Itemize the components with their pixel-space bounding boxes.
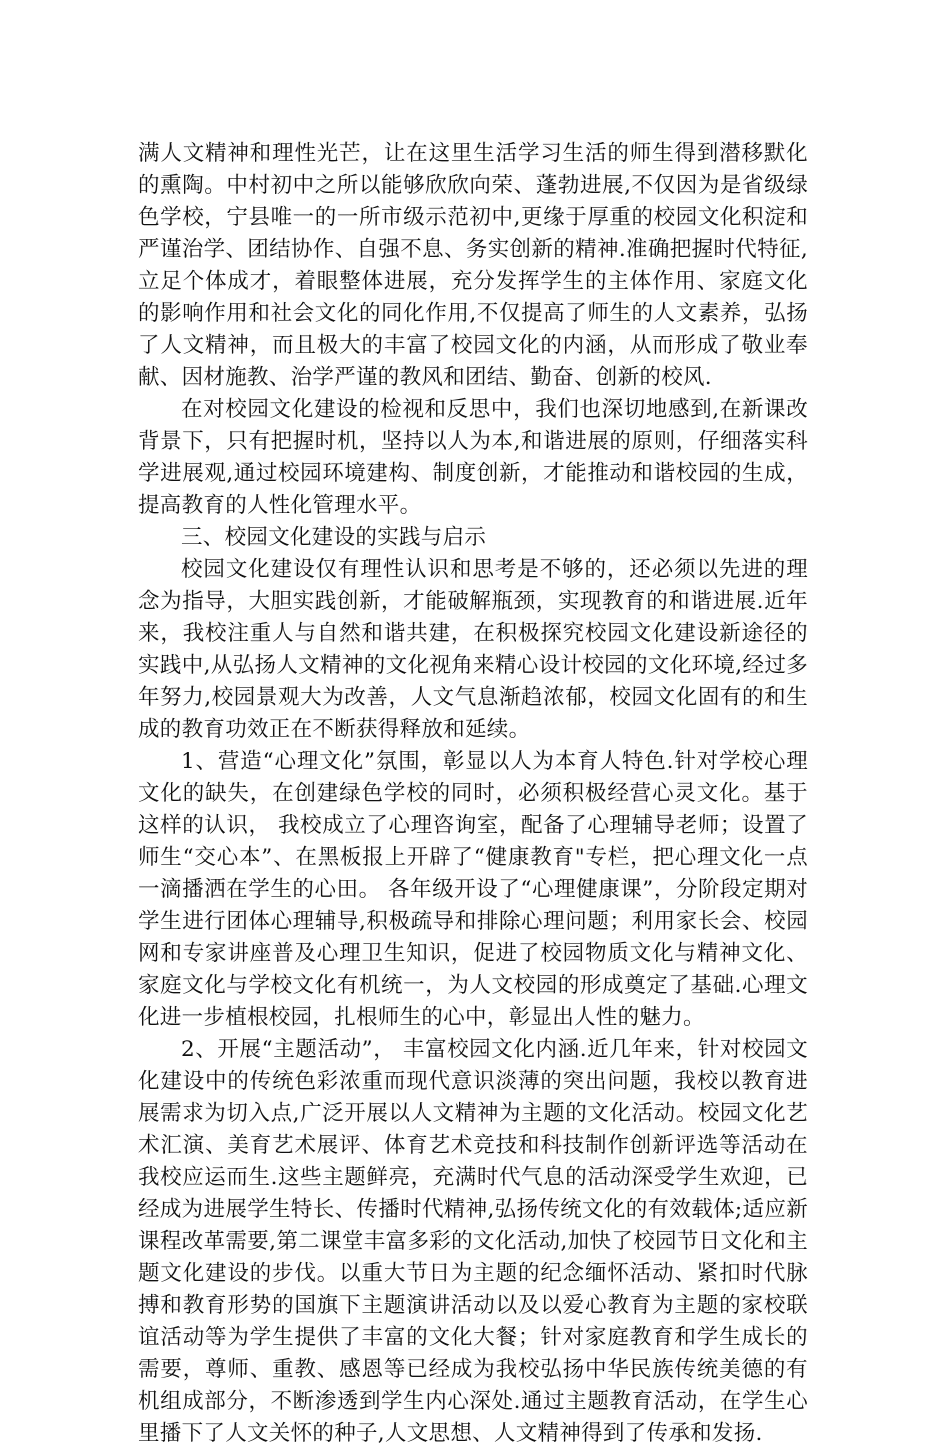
section-heading-practice: 三、校园文化建设的实践与启示 [181, 525, 487, 550]
paragraph-practice-intro: 校园文化建设仅有理性认识和思考是不够的，还必须以先进的理念为指导，大胆实践创新，才能破解瓶颈，实现教育的和谐进展.近年来，我校注重人与自然和谐共建，在积极探究校园文化建设新途径的实践中,从弘扬人文精神的文化视角来精心设计校园的文化环境,经过多年努力,校园景观大为改善，人文气息渐趋浓郁，校园文化固有的和生成的教育功效正在不断获得释放和延续。 [138, 557, 808, 742]
document-body [138, 138, 808, 1450]
paragraph-theme-activities: 2、开展“主题活动”， 丰富校园文化内涵.近几年来，针对校园文化建设中的传统色彩浓重而现代意识淡薄的突出问题，我校以教育进展需求为切入点,广泛开展以人文精神为主题的文化活动。校园文化艺术汇演、美育艺术展评、体育艺术竞技和科技制作创新评选等活动在我校应运而生.这些主题鲜亮，充满时代气息的活动深受学生欢迎，已经成为进展学生特长、传播时代精神,弘扬传统文化的有效载体;适应新课程改革需要,第二课堂丰富多彩的文化活动,加快了校园节日文化和主题文化建设的步伐。以重大节日为主题的纪念缅怀活动、紧扣时代脉搏和教育形势的国旗下主题演讲活动以及以爱心教育为主题的家校联谊活动等为学生提供了丰富的文化大餐；针对家庭教育和学生成长的需要，尊师、重教、感恩等已经成为我校弘扬中华民族传统美德的有机组成部分，不断渗透到学生内心深处.通过主题教育活动，在学生心里播下了人文关怀的种子,人文思想、人文精神得到了传承和发扬. [138, 1037, 808, 1446]
paragraph-psychology-culture: 1、营造“心理文化”氛围，彰显以人为本育人特色.针对学校心理文化的缺失，在创建绿色学校的同时，必须积极经营心灵文化。基于这样的认识， 我校成立了心理咨询室，配备了心理辅导老师；设置了师生“交心本”、在黑板报上开辟了“健康教育"专栏，把心理文化一点一滴播洒在学生的心田。 各年级开设了“心理健康课”，分阶段定期对学生进行团体心理辅导,积极疏导和排除心理问题；利用家长会、校园网和专家讲座普及心理卫生知识，促进了校园物质文化与精神文化、家庭文化与学校文化有机统一，为人文校园的形成奠定了基础.心理文化进一步植根校园，扎根师生的心中，彰显出人性的魅力。 [138, 749, 808, 1030]
paragraph-reflection: 在对校园文化建设的检视和反思中，我们也深切地感到,在新课改背景下，只有把握时机，坚持以人为本,和谐进展的原则，仔细落实科学进展观,通过校园环境建构、制度创新，才能推动和谐校园的生成，提高教育的人性化管理水平。 [138, 397, 808, 518]
paragraph-school-spirit: 满人文精神和理性光芒，让在这里生活学习生活的师生得到潜移默化的熏陶。中村初中之所以能够欣欣向荣、蓬勃进展,不仅因为是省级绿色学校，宁县唯一的一所市级示范初中,更缘于厚重的校园文化积淀和严谨治学、团结协作、自强不息、务实创新的精神.准确把握时代特征,立足个体成才，着眼整体进展，充分发挥学生的主体作用、家庭文化的影响作用和社会文化的同化作用,不仅提高了师生的人文素养，弘扬了人文精神，而且极大的丰富了校园文化的内涵，从而形成了敬业奉献、因材施教、治学严谨的教风和团结、勤奋、创新的校风. [138, 141, 808, 390]
